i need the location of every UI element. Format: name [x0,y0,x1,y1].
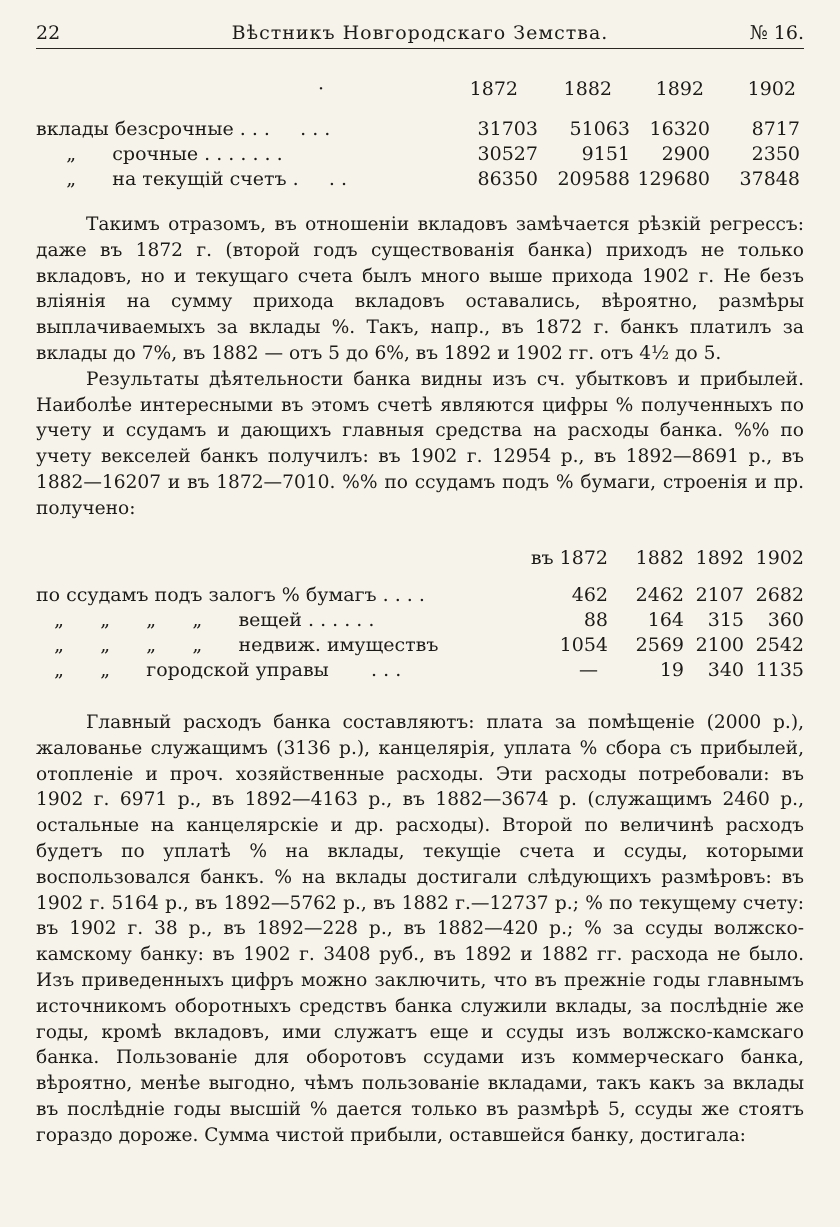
paragraph-regress [36,212,804,522]
cell: 9151 [581,143,630,165]
table-row [36,659,804,684]
cell: 340 [707,659,744,681]
year-header: 1882 [563,78,612,100]
year-header: 1892 [655,78,704,100]
cell: — [579,659,598,681]
cell: 37848 [739,168,800,190]
cell: 31703 [477,118,538,140]
cell: 51063 [569,118,630,140]
cell: 2682 [755,584,804,606]
row-label: вклады безсрочные . . . . . . [36,118,331,140]
deposits-table [36,78,804,193]
cell: 2462 [635,584,684,606]
cell: 209588 [557,168,630,190]
row-label: „ срочные . . . . . . . [36,143,283,165]
issue-number: № 16. [749,22,804,44]
page-number: 22 [36,22,61,44]
cell: 8717 [751,118,800,140]
cell: 2107 [695,584,744,606]
table-header-row [36,547,804,584]
paragraph-text: Главный расходъ банка составляютъ: плата за помѣщеніе (2000 р.), жалованье служащимъ (3136 р.), канцелярія, уплата % сбора съ прибылей, отопленіе и проч. хозяйственные расходы. Эти расходы потребовали: въ 1902 г. 6971 р., въ 1892—4163 р., въ 1882—3674 р. (служащимъ 2460 р., остальные на канцелярскіе и др. расходы). Второй по величинѣ расходъ будетъ по уплатѣ % на вклады, текущіе счета и ссуды, которыми воспользовался банкъ. % на вклады достигали слѣдующихъ размѣровъ: въ 1902 г. 5164 р., въ 1892—5762 р., въ 1882 г.—12737 р.; % по текущему счету: въ 1902 г. 38 р., въ 1892—228 р., въ 1882—420 р.; % за ссуды волжско-камскому банку: въ 1902 г. 3408 руб., въ 1892 и 1882 гг. расхода не было. Изъ приведенныхъ цифръ можно заключить, что въ прежніе годы главнымъ источникомъ оборотныхъ средствъ банка служили вклады, за послѣдніе же годы, кромѣ вкладовъ, ими служатъ еще и ссуды изъ волжско-камскаго банка. Пользованіе для оборотовъ ссудами изъ коммерческаго банка, вѣроятно, менѣе выгодно, чѣмъ пользованіе вкладами, такъ какъ за вклады въ послѣдніе годы высшій % дается только въ размѣрѣ 5, ссуды же стоятъ гораздо дороже. Сумма чистой прибыли, оставшейся банку, достигала: [36,712,804,1146]
cell: 2350 [751,143,800,165]
cell: 86350 [477,168,538,190]
year-header: 1892 [695,547,744,569]
year-header: 1902 [747,78,796,100]
row-label: „ „ городской управы . . . [36,659,402,681]
year-header: 1902 [755,547,804,569]
year-header: 1872 [469,78,518,100]
table-row [36,118,804,143]
cell: 164 [647,609,684,631]
cell: 462 [571,584,608,606]
cell: 30527 [477,143,538,165]
table-row [36,168,804,193]
paragraph-text: Результаты дѣятельности банка видны изъ сч. убытковъ и прибылей. Наиболѣе интересными въ этомъ счетѣ являются цифры % полученныхъ по учету и ссудамъ и дающихъ главныя средства на расходы банка. %% по учету векселей банкъ получилъ: въ 1902 г. 12954 р., въ 1892—8691 р., въ 1882—16207 и въ 1872—7010. %% по ссудамъ подъ % бумаги, строенія и пр. получено: [36,368,804,519]
page-header [36,22,804,49]
paragraph-expenses [36,710,804,1149]
cell: 2542 [755,634,804,656]
row-label: по ссудамъ подъ залогъ % бумагъ . . . . [36,584,425,606]
row-label: „ „ „ „ вещей . . . . . . [36,609,375,631]
cell: 360 [767,609,804,631]
cell: 88 [583,609,608,631]
row-label: „ „ „ „ недвиж. имуществъ [36,634,439,656]
row-label: „ на текущій счетъ . . . [36,168,348,190]
cell: 1135 [755,659,804,681]
table-header-row [36,78,804,118]
dot-mark: · [318,78,325,100]
table-row [36,609,804,634]
cell: 2900 [661,143,710,165]
year-header: 1882 [635,547,684,569]
table-row [36,584,804,609]
cell: 16320 [649,118,710,140]
cell: 315 [707,609,744,631]
year-header: въ 1872 [530,547,608,569]
loans-table [36,547,804,684]
cell: 129680 [637,168,710,190]
table-row [36,634,804,659]
paragraph-text: Такимъ отразомъ, въ отношеніи вкладовъ замѣчается рѣзкій регрессъ: даже въ 1872 г. (второй годъ существованія банка) приходъ не только вкладовъ, но и текущаго счета былъ много выше прихода 1902 г. Не безъ вліянія на сумму прихода вкладовъ оставались, вѣроятно, размѣры выплачиваемыхъ за вклады %. Такъ, напр., въ 1872 г. банкъ платилъ за вклады до 7%, въ 1882 — отъ 5 до 6%, въ 1892 и 1902 гг. отъ 4½ до 5. [36,214,804,364]
cell: 1054 [559,634,608,656]
cell: 2100 [695,634,744,656]
cell: 2569 [635,634,684,656]
journal-title: Вѣстникъ Новгородскаго Земства. [231,22,609,44]
cell: 19 [659,659,684,681]
table-row [36,143,804,168]
